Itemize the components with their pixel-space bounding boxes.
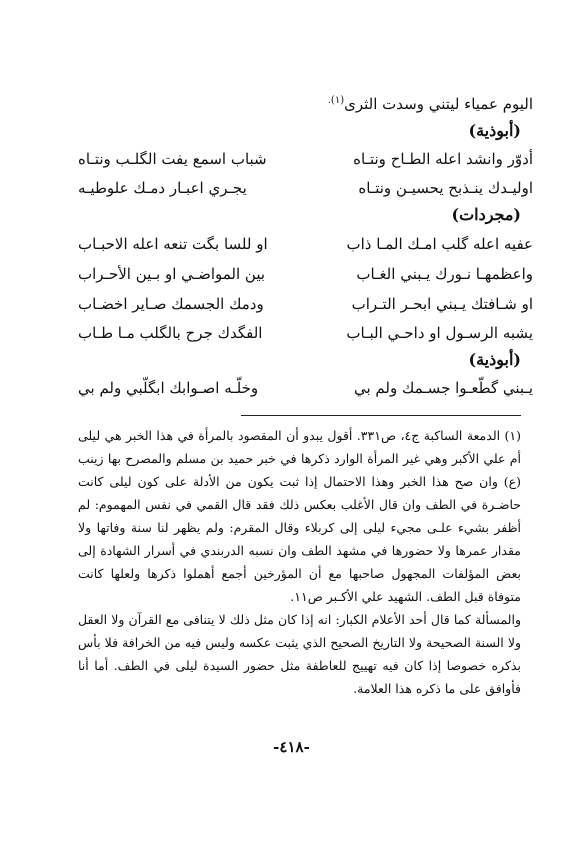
- verse-first-hemistich: يـبني گطّعـوا جسـمك ولم بي: [353, 379, 533, 397]
- verse-second-hemistich: وخلّـه اصـوابك ابگلّبي ولم بي: [78, 379, 259, 397]
- verse-row: [78, 148, 533, 170]
- verse-first-hemistich: يشبه الرسـول او داحـي البـاب: [346, 324, 533, 342]
- section-heading-abudhiyya-1: (أبوذية): [468, 121, 521, 140]
- verse-row: [78, 293, 533, 315]
- verse-first-hemistich: أدوّر وانشد اعله الطـاح ونتـاه: [353, 150, 533, 168]
- section-heading-abudhiyya-2: (أبوذية): [468, 350, 521, 369]
- intro-line: [328, 91, 533, 114]
- verse-second-hemistich: الفگدك جرح بالگلب مـا طـاب: [78, 324, 263, 342]
- footnote-paragraph: والمسألة كما قال أحد الأعلام الكبار: انه إذا كان مثل ذلك لا يتنافى مع القرآن ولا العقل ولا السنة الصحيحة ولا التاريخ الصحيح الذي يثبت عكسه وليس فيه من الخرافة فلا بأس بذكره خصوصا إذا كان فيه تهييج للعاطفة مثل حضور السيدة ليلى في الطف. أما أنا فأوافق على ما ذكره هذا العلامة.: [78, 612, 521, 696]
- verse-first-hemistich: عفيه اعله گلب امـك المـا ذاب: [346, 235, 533, 253]
- verse-first-hemistich: او شـافتك يـبني ابحـر التـراب: [351, 295, 533, 313]
- verse-second-hemistich: يجـري اعبـار دمـك علوطيـه: [78, 179, 247, 197]
- footnote-separator: [241, 415, 521, 416]
- verse-row: [78, 233, 533, 255]
- intro-footnote-mark: (١).: [327, 95, 345, 106]
- verse-row: [78, 263, 533, 285]
- intro-text: اليوم عمياء ليتني وسدت الثرى: [344, 95, 533, 113]
- verse-first-hemistich: اوليـدك ينـذبح يحسيـن ونتـاه: [358, 179, 533, 197]
- verse-second-hemistich: بين المواضـي او بـين الأحـراب: [78, 265, 266, 283]
- verse-row: [78, 377, 533, 399]
- verse-second-hemistich: او للسا بگت تنعه اعله الاحبـاب: [78, 235, 268, 253]
- footnote: [78, 424, 521, 700]
- verse-row: [78, 177, 533, 199]
- footnote-paragraph: (١) الدمعة الساكبة ج٤، ص٣٣١. أقول يبدو أن المقصود بالمرأة في هذا الخبر هي ليلى أم علي الأكبر وهي غير المرأة الوارد ذكرها في خبر حميد بن مسلم والمصرح بها زينب (ع) وان صح هذا الخبر وهذا الاحتمال إذا ثبت يكون من الأدلة على كون ليلى كانت حاضـرة في الطف وان قال الأغلب بعكس ذلك فقد قال القمي في نفس المهموم: لم أظفر بشيء علـى مجيء ليلى إلى كربلاء وقال المقرم: ولم يظهر لنا سنة وفاتها ولا مقدار عمرها ولا حضورها في مشهد الطف وان نسبه الدربندي في أسرار الشهادة إلى بعض المؤلفات المجهول صاحبها مع أن المؤرخين أجمع أهملوا ذكرها ولعلها كانت متوفاة قبل الطف. الشهيد علي الأكـبر ص١١.: [78, 428, 522, 604]
- verse-row: [78, 322, 533, 344]
- verse-first-hemistich: واعظمهـا نـورك يـبني الغـاب: [356, 265, 533, 283]
- page-number: -٤١٨-: [273, 738, 310, 756]
- verse-second-hemistich: ودمك الجسمك صـاير اخضـاب: [78, 295, 264, 313]
- verse-second-hemistich: شباب اسمع يفت الگلـب ونتـاه: [78, 150, 267, 168]
- section-heading-mujarradat: (مجردات): [451, 205, 521, 224]
